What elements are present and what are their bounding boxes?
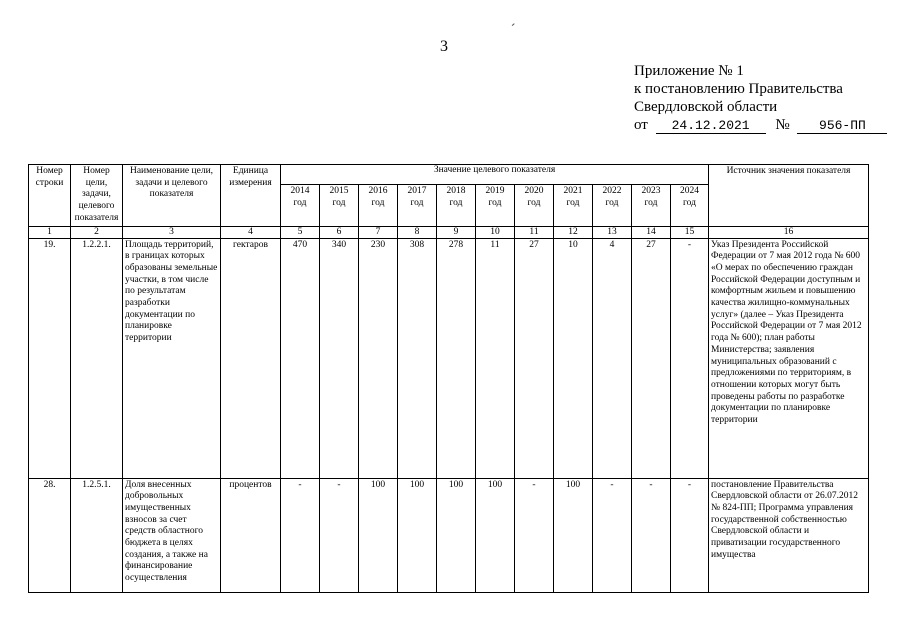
column-index: 1 (29, 226, 71, 238)
year-value: 340 (320, 238, 359, 478)
column-index: 8 (398, 226, 437, 238)
column-index: 12 (554, 226, 593, 238)
year-value: 100 (437, 478, 476, 592)
year-value: 10 (554, 238, 593, 478)
year-value: 470 (281, 238, 320, 478)
year-value: 11 (476, 238, 515, 478)
header-name: Наименование цели, задачи и целевого показателя (123, 165, 221, 227)
row-number: 19. (29, 238, 71, 478)
column-index: 13 (593, 226, 632, 238)
year-value: - (671, 478, 709, 592)
year-value: 230 (359, 238, 398, 478)
year-value: - (632, 478, 671, 592)
goal-number: 1.2.2.1. (71, 238, 123, 478)
decree-date: 24.12.2021 (656, 119, 766, 134)
year-value: 100 (554, 478, 593, 592)
number-label: № (775, 117, 790, 133)
page-number: 3 (440, 38, 448, 55)
header-year: 2016 год (359, 184, 398, 226)
header-year: 2022 год (593, 184, 632, 226)
appendix-line-2: к постановлению Правительства (634, 81, 843, 97)
column-index: 10 (476, 226, 515, 238)
scan-mark (512, 23, 516, 26)
column-index: 14 (632, 226, 671, 238)
indicator-source: Указ Президента Российской Федерации от 7 мая 2012 года № 600 «О мерах по обеспечению граждан Российской Федерации доступным и комфортным жильем и повышению качества жилищно-коммунальных услуг» (далее – Указ Президента Российской Федерации от 7 мая 2012 года № 600); план работы Министерства; заявления муниципальных образований с предложениями по территориям, в отношении которых могут быть проведены работы по разработке документации по планировке территории (709, 238, 869, 478)
year-value: - (515, 478, 554, 592)
header-value-group: Значение целевого показателя (281, 165, 709, 185)
column-index: 6 (320, 226, 359, 238)
appendix-date-line (634, 116, 887, 134)
column-index: 3 (123, 226, 221, 238)
year-value: - (281, 478, 320, 592)
appendix-title: Приложение № 1 (634, 63, 744, 79)
header-year: 2021 год (554, 184, 593, 226)
indicator-name: Доля внесенных добровольных имущественных взносов за счет средств областного бюджета в целях создания, а также на финансирование осуществления (123, 478, 221, 592)
table-row (29, 238, 869, 478)
header-year: 2024 год (671, 184, 709, 226)
column-index: 11 (515, 226, 554, 238)
column-index-row (29, 226, 869, 238)
header-row-number: Номер строки (29, 165, 71, 227)
year-value: - (671, 238, 709, 478)
column-index: 15 (671, 226, 709, 238)
year-value: 100 (476, 478, 515, 592)
row-number: 28. (29, 478, 71, 592)
header-year: 2019 год (476, 184, 515, 226)
column-index: 16 (709, 226, 869, 238)
year-value: - (320, 478, 359, 592)
header-goal-number: Номер цели, задачи, целевого показателя (71, 165, 123, 227)
unit: процентов (221, 478, 281, 592)
appendix-block (634, 62, 887, 134)
appendix-line-3: Свердловской области (634, 99, 778, 115)
unit: гектаров (221, 238, 281, 478)
header-row-1 (29, 165, 869, 185)
year-value: 4 (593, 238, 632, 478)
target-indicators-table (28, 164, 869, 593)
year-value: 100 (398, 478, 437, 592)
header-year: 2014 год (281, 184, 320, 226)
year-value: 308 (398, 238, 437, 478)
year-value: 100 (359, 478, 398, 592)
column-index: 2 (71, 226, 123, 238)
year-value: 27 (515, 238, 554, 478)
from-label: от (634, 117, 648, 133)
column-index: 9 (437, 226, 476, 238)
header-year: 2023 год (632, 184, 671, 226)
header-unit: Единица измерения (221, 165, 281, 227)
header-year: 2017 год (398, 184, 437, 226)
header-year: 2018 год (437, 184, 476, 226)
indicator-source: постановление Правительства Свердловской области от 26.07.2012 № 824-ПП; Программа управления государственной собственностью Свердловской области и приватизации государственного имущества (709, 478, 869, 592)
header-year: 2015 год (320, 184, 359, 226)
header-year: 2020 год (515, 184, 554, 226)
year-value: - (593, 478, 632, 592)
column-index: 5 (281, 226, 320, 238)
goal-number: 1.2.5.1. (71, 478, 123, 592)
decree-number: 956-ПП (797, 119, 887, 134)
year-value: 278 (437, 238, 476, 478)
indicator-name: Площадь территорий, в границах которых образованы земельные участки, в том числе по результатам разработки документации по планировке территории (123, 238, 221, 478)
table-row (29, 478, 869, 592)
header-source: Источник значения показателя (709, 165, 869, 227)
column-index: 7 (359, 226, 398, 238)
year-value: 27 (632, 238, 671, 478)
column-index: 4 (221, 226, 281, 238)
